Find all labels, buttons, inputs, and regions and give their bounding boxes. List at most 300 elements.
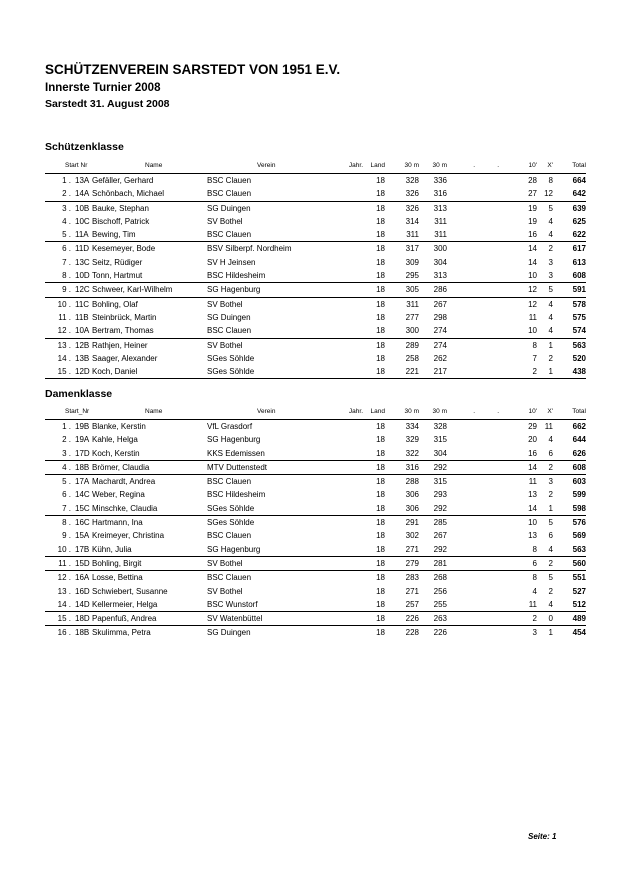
- lane-cell: 18: [376, 490, 385, 500]
- tens-count-cell: 14: [528, 257, 537, 267]
- table-header: [45, 406, 586, 420]
- table-row: [45, 298, 586, 311]
- start-number-cell: 11A: [75, 230, 89, 240]
- start-number-cell: 15D: [75, 558, 90, 568]
- tens-count-cell: 8: [532, 544, 537, 554]
- table-row: [45, 365, 586, 379]
- tens-count-cell: 10: [528, 518, 537, 528]
- rank-cell: 1 .: [62, 422, 71, 431]
- lane-cell: 18: [376, 422, 385, 431]
- rank-cell: 13 .: [57, 340, 71, 350]
- table-row: [45, 475, 586, 488]
- table-row: [45, 420, 586, 433]
- table-row: [45, 339, 586, 352]
- club-cell: SV Bothel: [207, 216, 243, 226]
- round2-score-cell: 217: [433, 367, 447, 377]
- club-cell: SV Bothel: [207, 586, 243, 596]
- total-score-cell: 527: [572, 586, 586, 596]
- x-count-cell: 6: [548, 448, 553, 458]
- lane-cell: 18: [376, 599, 385, 609]
- name-cell: Kesemeyer, Bode: [92, 244, 156, 254]
- start-number-cell: 11B: [75, 312, 89, 322]
- header-dot: .: [497, 162, 499, 169]
- table-row: [45, 585, 586, 598]
- header-total: Total: [572, 408, 586, 415]
- round1-score-cell: 302: [405, 531, 419, 541]
- total-score-cell: 576: [572, 518, 586, 528]
- round2-score-cell: 263: [433, 614, 447, 624]
- document-subtitle: Innerste Turnier 2008: [45, 82, 161, 94]
- rank-cell: 7 .: [62, 503, 71, 513]
- round1-score-cell: 334: [405, 422, 419, 431]
- round2-score-cell: 304: [433, 257, 447, 267]
- round1-score-cell: 309: [405, 257, 419, 267]
- total-score-cell: 512: [572, 599, 586, 609]
- rank-cell: 15 .: [57, 614, 71, 624]
- club-cell: SG Hagenburg: [207, 544, 261, 554]
- x-count-cell: 2: [548, 462, 553, 472]
- name-cell: Kühn, Julia: [92, 544, 132, 554]
- start-number-cell: 15C: [75, 503, 90, 513]
- club-cell: BSC Hildesheim: [207, 490, 266, 500]
- club-cell: SG Hagenburg: [207, 435, 261, 445]
- total-score-cell: 489: [572, 614, 586, 624]
- name-cell: Saager, Alexander: [92, 353, 158, 363]
- lane-cell: 18: [376, 285, 385, 295]
- tens-count-cell: 8: [532, 340, 537, 350]
- round1-score-cell: 300: [405, 326, 419, 336]
- rank-cell: 3 .: [62, 203, 71, 213]
- header-name: Name: [145, 408, 163, 415]
- round1-score-cell: 279: [405, 558, 419, 568]
- start-number-cell: 18D: [75, 614, 90, 624]
- header-round2: 30 m: [432, 408, 447, 415]
- club-cell: SV Bothel: [207, 299, 243, 309]
- club-cell: BSC Hildesheim: [207, 271, 266, 281]
- header-tens: 10': [528, 408, 537, 415]
- lane-cell: 18: [376, 586, 385, 596]
- rank-cell: 16 .: [57, 628, 71, 638]
- tens-count-cell: 7: [532, 353, 537, 363]
- header-year: Jahr.: [348, 408, 363, 415]
- name-cell: Kreimeyer, Christina: [92, 531, 165, 541]
- round1-score-cell: 258: [405, 353, 419, 363]
- section-title: Damenklasse: [45, 388, 113, 400]
- total-score-cell: 578: [572, 299, 586, 309]
- round2-score-cell: 315: [433, 477, 447, 487]
- round2-score-cell: 292: [433, 544, 447, 554]
- header-name: Name: [145, 162, 163, 169]
- tens-count-cell: 14: [528, 503, 537, 513]
- table-row: [45, 187, 586, 201]
- table-row: [45, 529, 586, 542]
- round1-score-cell: 226: [405, 614, 419, 624]
- lane-cell: 18: [376, 531, 385, 541]
- tens-count-cell: 14: [528, 462, 537, 472]
- x-count-cell: 2: [548, 490, 553, 500]
- table-row: [45, 174, 586, 187]
- round2-score-cell: 311: [434, 216, 447, 226]
- club-cell: SV Bothel: [207, 558, 243, 568]
- x-count-cell: 5: [548, 285, 553, 295]
- lane-cell: 18: [376, 216, 385, 226]
- round1-score-cell: 283: [405, 573, 419, 583]
- lane-cell: 18: [376, 558, 385, 568]
- x-count-cell: 3: [548, 477, 553, 487]
- start-number-cell: 16A: [75, 573, 90, 583]
- tens-count-cell: 19: [528, 203, 537, 213]
- name-cell: Brömer, Claudia: [92, 462, 150, 472]
- round2-score-cell: 328: [433, 422, 447, 431]
- total-score-cell: 454: [572, 628, 586, 638]
- x-count-cell: 8: [548, 176, 553, 185]
- document-title: SCHÜTZENVEREIN SARSTEDT VON 1951 E.V.: [45, 62, 341, 77]
- lane-cell: 18: [376, 544, 385, 554]
- round1-score-cell: 328: [405, 176, 419, 185]
- round1-score-cell: 228: [405, 628, 419, 638]
- lane-cell: 18: [376, 244, 385, 254]
- club-cell: SGes Söhlde: [207, 367, 255, 377]
- name-cell: Papenfuß, Andrea: [92, 614, 157, 624]
- rank-cell: 9 .: [62, 285, 71, 295]
- rank-cell: 13 .: [57, 586, 71, 596]
- table-header: [45, 160, 586, 174]
- table-row: [45, 228, 586, 242]
- tens-count-cell: 8: [532, 573, 537, 583]
- round1-score-cell: 317: [405, 244, 419, 254]
- round2-score-cell: 286: [433, 285, 447, 295]
- club-cell: BSC Clauen: [207, 531, 252, 541]
- name-cell: Hartmann, Ina: [92, 518, 143, 528]
- lane-cell: 18: [376, 299, 385, 309]
- name-cell: Tonn, Hartmut: [92, 271, 143, 281]
- table-row: [45, 242, 586, 255]
- rank-cell: 11 .: [58, 312, 71, 322]
- table-row: [45, 461, 586, 475]
- round2-score-cell: 313: [433, 203, 447, 213]
- table-row: [45, 352, 586, 365]
- round1-score-cell: 306: [405, 503, 419, 513]
- lane-cell: 18: [376, 203, 385, 213]
- x-count-cell: 5: [548, 573, 553, 583]
- rank-cell: 8 .: [62, 518, 71, 528]
- tens-count-cell: 12: [528, 299, 537, 309]
- total-score-cell: 608: [572, 462, 586, 472]
- round1-score-cell: 329: [405, 435, 419, 445]
- x-count-cell: 1: [548, 628, 553, 638]
- start-number-cell: 16C: [75, 518, 90, 528]
- name-cell: Losse, Bettina: [92, 573, 143, 583]
- total-score-cell: 520: [572, 353, 586, 363]
- round2-score-cell: 255: [433, 599, 447, 609]
- round2-score-cell: 300: [433, 244, 447, 254]
- header-tens: 10': [528, 162, 537, 169]
- start-number-cell: 14A: [75, 189, 90, 199]
- round2-score-cell: 304: [433, 448, 447, 458]
- round1-score-cell: 326: [405, 203, 419, 213]
- tens-count-cell: 27: [528, 189, 537, 199]
- start-number-cell: 12D: [75, 367, 90, 377]
- total-score-cell: 438: [572, 367, 586, 377]
- round1-score-cell: 322: [405, 448, 419, 458]
- lane-cell: 18: [376, 518, 385, 528]
- total-score-cell: 608: [572, 271, 586, 281]
- total-score-cell: 569: [572, 531, 586, 541]
- table-row: [45, 626, 586, 639]
- x-count-cell: 1: [548, 367, 553, 377]
- header-round1: 30 m: [404, 162, 419, 169]
- section-title: Schützenklasse: [45, 141, 124, 153]
- total-score-cell: 599: [572, 490, 586, 500]
- header-lane: Land: [370, 162, 385, 169]
- table-row: [45, 324, 586, 338]
- header-dot: .: [473, 408, 475, 415]
- lane-cell: 18: [376, 573, 385, 583]
- name-cell: Machardt, Andrea: [92, 477, 156, 487]
- header-dot: .: [497, 408, 499, 415]
- total-score-cell: 642: [572, 189, 586, 199]
- club-cell: BSC Clauen: [207, 189, 252, 199]
- results-table: [45, 160, 586, 379]
- table-row: [45, 543, 586, 557]
- club-cell: SV Bothel: [207, 340, 243, 350]
- table-row: [45, 612, 586, 626]
- rank-cell: 10 .: [57, 299, 71, 309]
- total-score-cell: 563: [572, 340, 586, 350]
- rank-cell: 4 .: [62, 216, 71, 226]
- total-score-cell: 662: [572, 422, 586, 431]
- club-cell: BSV Silberpf. Nordheim: [207, 244, 292, 254]
- tens-count-cell: 11: [528, 477, 537, 487]
- name-cell: Koch, Kerstin: [92, 448, 140, 458]
- place-date: Sarstedt 31. August 2008: [45, 98, 170, 110]
- total-score-cell: 622: [572, 230, 586, 240]
- rank-cell: 14 .: [57, 353, 71, 363]
- club-cell: SGes Söhlde: [207, 353, 255, 363]
- round2-score-cell: 313: [433, 271, 447, 281]
- start-number-cell: 10D: [75, 271, 90, 281]
- table-row: [45, 557, 586, 571]
- round2-score-cell: 226: [433, 628, 447, 638]
- round2-score-cell: 262: [433, 353, 447, 363]
- name-cell: Skulimma, Petra: [92, 628, 151, 638]
- tens-count-cell: 11: [528, 312, 537, 322]
- table-row: [45, 598, 586, 612]
- rank-cell: 3 .: [62, 448, 71, 458]
- x-count-cell: 2: [548, 586, 553, 596]
- x-count-cell: 5: [548, 518, 553, 528]
- round2-score-cell: 267: [433, 531, 447, 541]
- table-row: [45, 215, 586, 228]
- lane-cell: 18: [376, 353, 385, 363]
- lane-cell: 18: [376, 614, 385, 624]
- tens-count-cell: 6: [532, 558, 537, 568]
- club-cell: BSC Clauen: [207, 230, 252, 240]
- rank-cell: 5 .: [62, 230, 71, 240]
- club-cell: BSC Wunstorf: [207, 599, 258, 609]
- x-count-cell: 2: [548, 558, 553, 568]
- start-number-cell: 13A: [75, 176, 90, 185]
- total-score-cell: 625: [572, 216, 586, 226]
- tens-count-cell: 11: [528, 599, 537, 609]
- tens-count-cell: 4: [532, 586, 537, 596]
- rank-cell: 5 .: [62, 477, 71, 487]
- tens-count-cell: 16: [528, 448, 537, 458]
- start-number-cell: 13B: [75, 353, 90, 363]
- rank-cell: 8 .: [62, 271, 71, 281]
- total-score-cell: 617: [572, 244, 586, 254]
- total-score-cell: 560: [572, 558, 586, 568]
- x-count-cell: 3: [548, 271, 553, 281]
- name-cell: Kellermeier, Helga: [92, 599, 158, 609]
- club-cell: KKS Edemissen: [207, 448, 265, 458]
- header-x: X': [547, 162, 553, 169]
- round2-score-cell: 316: [433, 189, 447, 199]
- table-row: [45, 488, 586, 501]
- tens-count-cell: 13: [528, 531, 537, 541]
- tens-count-cell: 28: [528, 176, 537, 185]
- total-score-cell: 575: [572, 312, 586, 322]
- name-cell: Rathjen, Heiner: [92, 340, 148, 350]
- name-cell: Bertram, Thomas: [92, 326, 154, 336]
- club-cell: SGes Söhlde: [207, 518, 255, 528]
- tens-count-cell: 19: [528, 216, 537, 226]
- start-number-cell: 16D: [75, 586, 90, 596]
- rank-cell: 14 .: [57, 599, 71, 609]
- name-cell: Schönbach, Michael: [92, 189, 165, 199]
- round1-score-cell: 289: [405, 340, 419, 350]
- x-count-cell: 1: [548, 340, 553, 350]
- name-cell: Schweer, Karl-Wilhelm: [92, 285, 173, 295]
- club-cell: BSC Clauen: [207, 477, 252, 487]
- round2-score-cell: 292: [433, 503, 447, 513]
- header-start-number: Start Nr: [65, 162, 88, 169]
- x-count-cell: 12: [544, 189, 553, 199]
- round1-score-cell: 316: [405, 462, 419, 472]
- club-cell: BSC Clauen: [207, 573, 252, 583]
- club-cell: SG Hagenburg: [207, 285, 261, 295]
- lane-cell: 18: [376, 176, 385, 185]
- table-row: [45, 202, 586, 215]
- start-number-cell: 17A: [75, 477, 90, 487]
- x-count-cell: 4: [548, 230, 553, 240]
- total-score-cell: 644: [572, 435, 586, 445]
- tens-count-cell: 2: [532, 614, 537, 624]
- total-score-cell: 591: [572, 285, 586, 295]
- x-count-cell: 11: [544, 422, 553, 431]
- name-cell: Bohling, Birgit: [92, 558, 142, 568]
- lane-cell: 18: [376, 340, 385, 350]
- start-number-cell: 19B: [75, 422, 90, 431]
- rank-cell: 2 .: [62, 189, 71, 199]
- rank-cell: 10 .: [57, 544, 71, 554]
- name-cell: Bohling, Olaf: [92, 299, 138, 309]
- rank-cell: 1 .: [62, 176, 71, 185]
- round1-score-cell: 271: [405, 586, 419, 596]
- club-cell: MTV Duttenstedt: [207, 462, 268, 472]
- name-cell: Bischoff, Patrick: [92, 216, 150, 226]
- header-start-number: Start_Nr: [65, 408, 90, 415]
- start-number-cell: 11C: [75, 299, 90, 309]
- club-cell: BSC Clauen: [207, 326, 252, 336]
- start-number-cell: 12C: [75, 285, 90, 295]
- round1-score-cell: 271: [405, 544, 419, 554]
- round2-score-cell: 336: [433, 176, 447, 185]
- table-row: [45, 433, 586, 446]
- round2-score-cell: 292: [433, 462, 447, 472]
- total-score-cell: 574: [572, 326, 586, 336]
- start-number-cell: 10B: [75, 203, 90, 213]
- round1-score-cell: 306: [405, 490, 419, 500]
- rank-cell: 12 .: [57, 326, 71, 336]
- header-club: Verein: [257, 162, 276, 169]
- total-score-cell: 563: [572, 544, 586, 554]
- round1-score-cell: 295: [405, 271, 419, 281]
- lane-cell: 18: [376, 230, 385, 240]
- club-cell: BSC Clauen: [207, 176, 252, 185]
- total-score-cell: 551: [572, 573, 586, 583]
- club-cell: SG Duingen: [207, 628, 251, 638]
- start-number-cell: 17D: [75, 448, 90, 458]
- start-number-cell: 19A: [75, 435, 90, 445]
- header-total: Total: [572, 162, 586, 169]
- name-cell: Weber, Regina: [92, 490, 145, 500]
- table-row: [45, 256, 586, 269]
- total-score-cell: 626: [572, 448, 586, 458]
- table-row: [45, 502, 586, 516]
- name-cell: Steinbrück, Martin: [92, 312, 157, 322]
- name-cell: Kahle, Helga: [92, 435, 138, 445]
- round2-score-cell: 256: [433, 586, 447, 596]
- name-cell: Bewing, Tim: [92, 230, 136, 240]
- start-number-cell: 12B: [75, 340, 90, 350]
- lane-cell: 18: [376, 628, 385, 638]
- club-cell: SGes Söhlde: [207, 503, 255, 513]
- header-x: X': [547, 408, 553, 415]
- round2-score-cell: 281: [433, 558, 447, 568]
- page-number: Seite: 1: [528, 832, 557, 841]
- rank-cell: 6 .: [62, 244, 71, 254]
- name-cell: Blanke, Kerstin: [92, 422, 146, 431]
- table-row: [45, 311, 586, 324]
- rank-cell: 7 .: [62, 257, 71, 267]
- tens-count-cell: 2: [532, 367, 537, 377]
- round1-score-cell: 277: [405, 312, 419, 322]
- name-cell: Bauke, Stephan: [92, 203, 149, 213]
- tens-count-cell: 29: [528, 422, 537, 431]
- round1-score-cell: 288: [405, 477, 419, 487]
- round2-score-cell: 285: [433, 518, 447, 528]
- start-number-cell: 11D: [75, 244, 90, 254]
- table-row: [45, 283, 586, 297]
- x-count-cell: 4: [548, 435, 553, 445]
- tens-count-cell: 3: [532, 628, 537, 638]
- x-count-cell: 4: [548, 312, 553, 322]
- header-lane: Land: [370, 408, 385, 415]
- name-cell: Gefäller, Gerhard: [92, 176, 154, 185]
- lane-cell: 18: [376, 257, 385, 267]
- name-cell: Koch, Daniel: [92, 367, 138, 377]
- club-cell: SV Watenbüttel: [207, 614, 263, 624]
- tens-count-cell: 16: [528, 230, 537, 240]
- tens-count-cell: 12: [528, 285, 537, 295]
- tens-count-cell: 20: [528, 435, 537, 445]
- round1-score-cell: 221: [405, 367, 419, 377]
- rank-cell: 6 .: [62, 490, 71, 500]
- x-count-cell: 4: [548, 544, 553, 554]
- name-cell: Schwiebert, Susanne: [92, 586, 168, 596]
- table-row: [45, 571, 586, 584]
